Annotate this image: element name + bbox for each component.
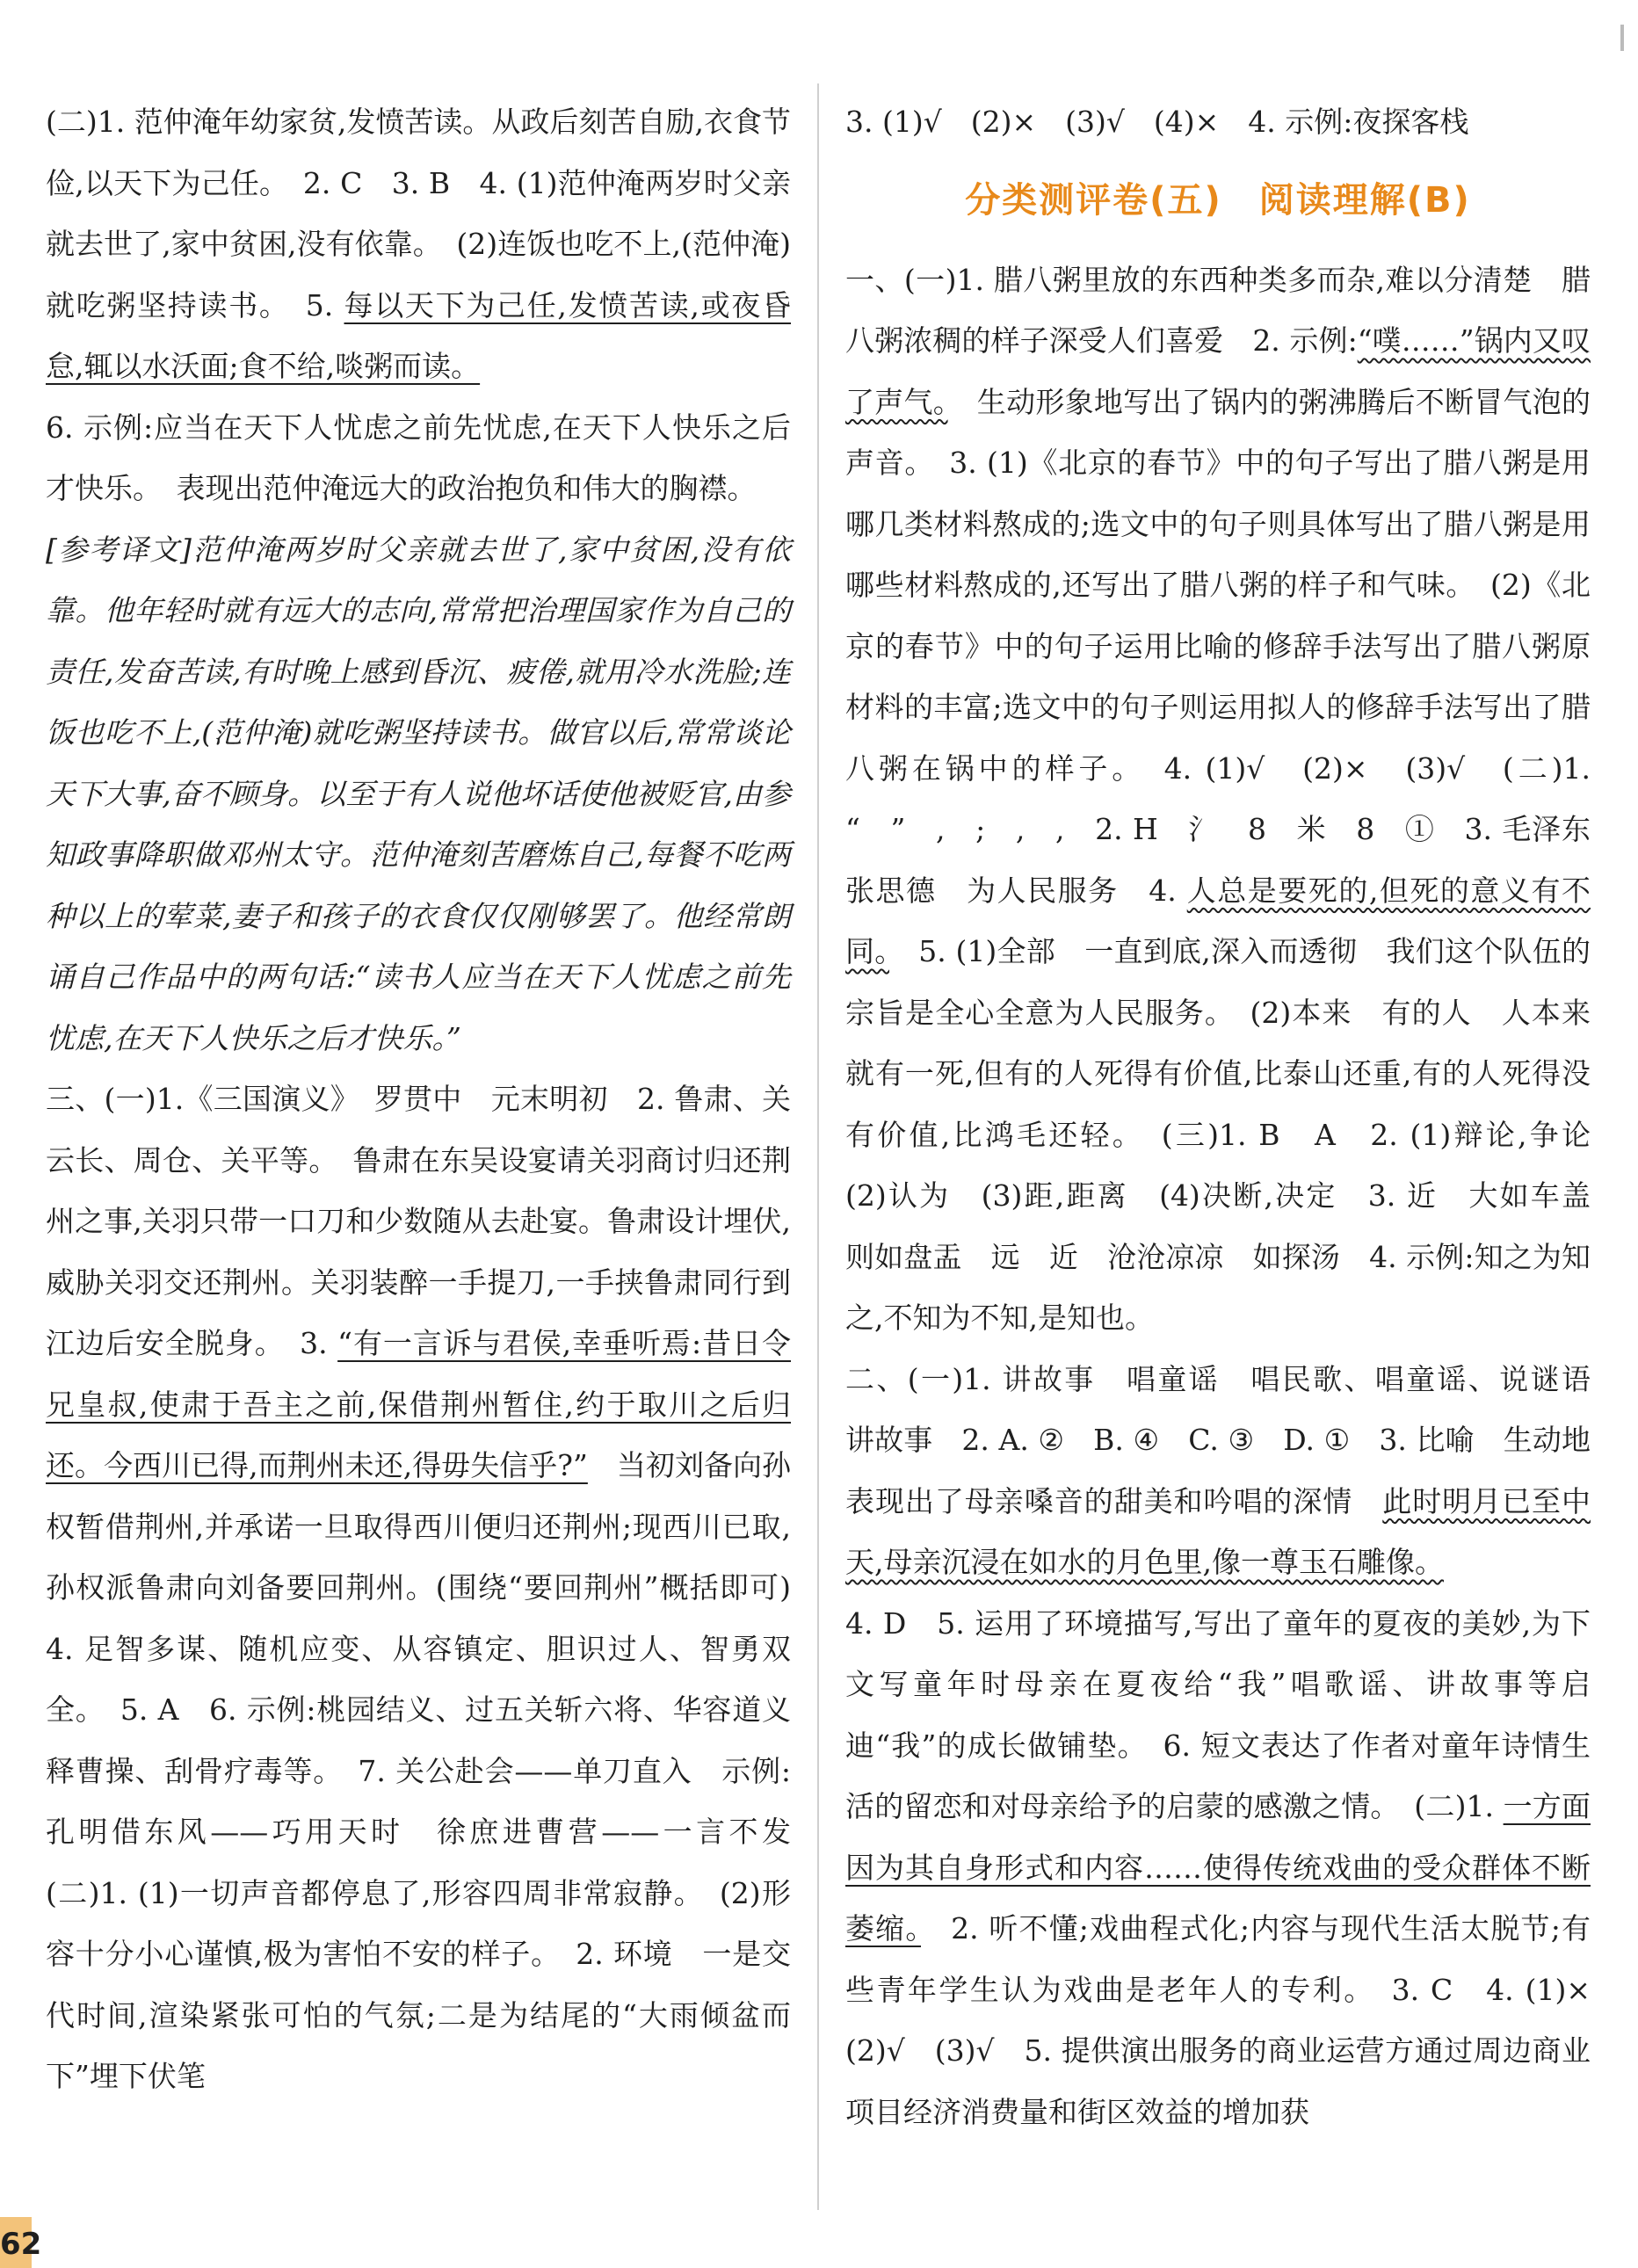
underlined-answer: 每以天下为己任,发愤苦读,或夜昏怠,辄以水沃面;食不给,啖粥而读。 xyxy=(46,287,791,383)
answer-block-sanguo xyxy=(46,1069,820,2107)
answer-text: 生动形象地写出了锅内的粥沸腾后不断冒气泡的声音。 3. (1)《北京的春节》中的句子写出了腊八粥是用哪几类材料熬成的;选文中的句子则具体写出了腊八粥是用哪些材料熬成的,还写出了腊八粥的样子和气味。 (2)《北京的春节》中的句子运用比喻的修辞手法写出了腊八粥原材料的丰富;选文中的句子则运用拟人的修辞手法写出了腊八粥在锅中的样子。 4. (1)√ (2)× (3)√ (二)1. “ ” , ; , , 2. H 氵 8 米 8 ① 3. 毛泽东 张思德 为人民服务 4. xyxy=(845,384,1620,908)
answer-block-6 xyxy=(46,397,791,519)
right-column xyxy=(845,91,1620,2142)
wavy-underlined-answer: 人总是要死的,但死的意义有不同。 xyxy=(845,873,1591,968)
reference-translation xyxy=(46,519,791,1069)
answer-text: 一、(一)1. 腊八粥里放的东西种类多而杂,难以分清楚 腊八粥浓稠的样子深受人们喜爱 2. 示例: xyxy=(845,262,1591,358)
answer-text: 4. D 5. 运用了环境描写,写出了童年的夏夜的美妙,为下文写童年时母亲在夏夜给“我”唱歌谣、讲故事等启迪“我”的成长做铺垫。 6. 短文表达了作者对童年诗情生活的留恋和对母亲给予的启蒙的感激之情。 (二)1. xyxy=(845,1605,1591,1823)
answer-block-top xyxy=(845,91,1591,153)
answer-text: 当初刘备向孙权暂借荆州,并承诺一旦取得西川便归还荆州;现西川已取,孙权派鲁肃向刘备要回荆州。(围绕“要回荆州”概括即可) 4. 足智多谋、随机应变、从容镇定、胆识过人、智勇双全。 5. A 6. 示例:桃园结义、过五关斩六将、华容道义释曹操、刮骨疗毒等。 7. 关公赴会——单刀直入 示例:孔明借东风——巧用天时 徐庶进曹营——一言不发 (二)1. (1)一切声音都停息了,形容四周非常寂静。 (2)形容十分小心谨慎,极为害怕不安的样子。 2. 环境 一是交代时间,渲染紧张可怕的气氛;二是为结尾的“大雨倾盆而下”埋下伏笔 xyxy=(46,1448,820,2093)
answer-block-fanzhongyan xyxy=(46,91,791,397)
answer-text: 5. (1)全部 一直到底,深入而透彻 我们这个队伍的宗旨是全心全意为人民服务。 (2)本来 有的人 人本来就有一死,但有的人死得有价值,比泰山还重,有的人死得没有价值,比鸿毛还轻。 (三)1. B A 2. (1)辩论,争论 (2)认为 (3)距,距离 (4)决断,决定 3. 近 大如车盖 则如盘盂 远 近 沧沧凉凉 如探汤 4. 示例:知之为知之,不知为不知,是知也。 xyxy=(845,934,1620,1335)
reference-translation-text: 范仲淹两岁时父亲就去世了,家中贫困,没有依靠。他年轻时就有远大的志向,常常把治理国家作为自己的责任,发奋苦读,有时晚上感到昏沉、疲倦,就用冷水洗脸;连饭也吃不上,(范仲淹)就吃粥坚持读书。做官以后,常常谈论天下大事,奋不顾身。以至于有人说他坏话使他被贬官,由参知政事降职做邓州太守。范仲淹刻苦磨炼自己,每餐不吃两种以上的荤菜,妻子和孩子的衣食仅仅刚够罢了。他经常朗诵自己作品中的两句话:“读书人应当在天下人忧虑之前先忧虑,在天下人快乐之后才快乐。” xyxy=(46,532,792,1055)
section-title: 分类测评卷(五) 阅读理解(B) xyxy=(965,179,1471,221)
answer-text: 6. 示例:应当在天下人忧虑之前先忧虑,在天下人快乐之后才快乐。 表现出范仲淹远大的政治抱负和伟大的胸襟。 xyxy=(46,409,791,505)
underlined-answer: “有一言诉与君侯,幸垂听焉:昔日令兄皇叔,使肃于吾主之前,保借荆州暂住,约于取川之后归还。今西川已得,而荆州未还,得毋失信乎?” xyxy=(46,1326,791,1482)
underlined-answer: 一方面因为其自身形式和内容……使得传统戏曲的受众群体不断萎缩。 xyxy=(845,1789,1591,1946)
answer-block-xiqu xyxy=(845,1593,1620,2143)
answer-block-er xyxy=(845,1349,1620,1593)
reference-translation-tag: [参考译文] xyxy=(46,532,192,567)
answer-text: 2. 听不懂;戏曲程式化;内容与现代生活太脱节;有些青年学生认为戏曲是老年人的专利。 3. C 4. (1)× (2)√ (3)√ 5. 提供演出服务的商业运营方通过周边商业项目经济消费量和街区效益的增加获 xyxy=(845,1911,1620,2129)
answer-text: (二)1. 范仲淹年幼家贫,发愤苦读。从政后刻苦自励,衣食节俭,以天下为己任。 2. C 3. B 4. (1)范仲淹两岁时父亲就去世了,家中贫困,没有依靠。 (2)连饭也吃不上,(范仲淹)就吃粥坚持读书。 5. xyxy=(46,105,791,322)
answer-block-labazhou xyxy=(845,250,1620,1349)
answer-text: 3. (1)√ (2)× (3)√ (4)× 4. 示例:夜探客栈 xyxy=(845,105,1469,139)
wavy-underlined-answer: 此时明月已至中天,母亲沉浸在如水的月色里,像一尊玉石雕像。 xyxy=(845,1483,1591,1579)
answer-text: 二、(一)1. 讲故事 唱童谣 唱民歌、唱童谣、说谜语 讲故事 2. A. ② B. ④ C. ③ D. ① 3. 比喻 生动地表现出了母亲嗓音的甜美和吟唱的深情 xyxy=(845,1361,1620,1518)
wavy-underlined-answer: “噗……”锅内又叹了声气。 xyxy=(845,323,1591,419)
column-divider xyxy=(817,83,819,2210)
page-number: 62 xyxy=(0,2227,42,2262)
corner-mark xyxy=(1620,25,1624,51)
answer-text: 三、(一)1.《三国演义》 罗贯中 元末明初 2. 鲁肃、关云长、周仓、关平等。 鲁肃在东吴设宴请关羽商讨归还荆州之事,关羽只带一口刀和少数随从去赴宴。鲁肃设计埋伏,威胁关羽交还荆州。关羽装醉一手提刀,一手挟鲁肃同行到江边后安全脱身。 3. xyxy=(46,1082,791,1360)
left-column xyxy=(46,91,820,2107)
